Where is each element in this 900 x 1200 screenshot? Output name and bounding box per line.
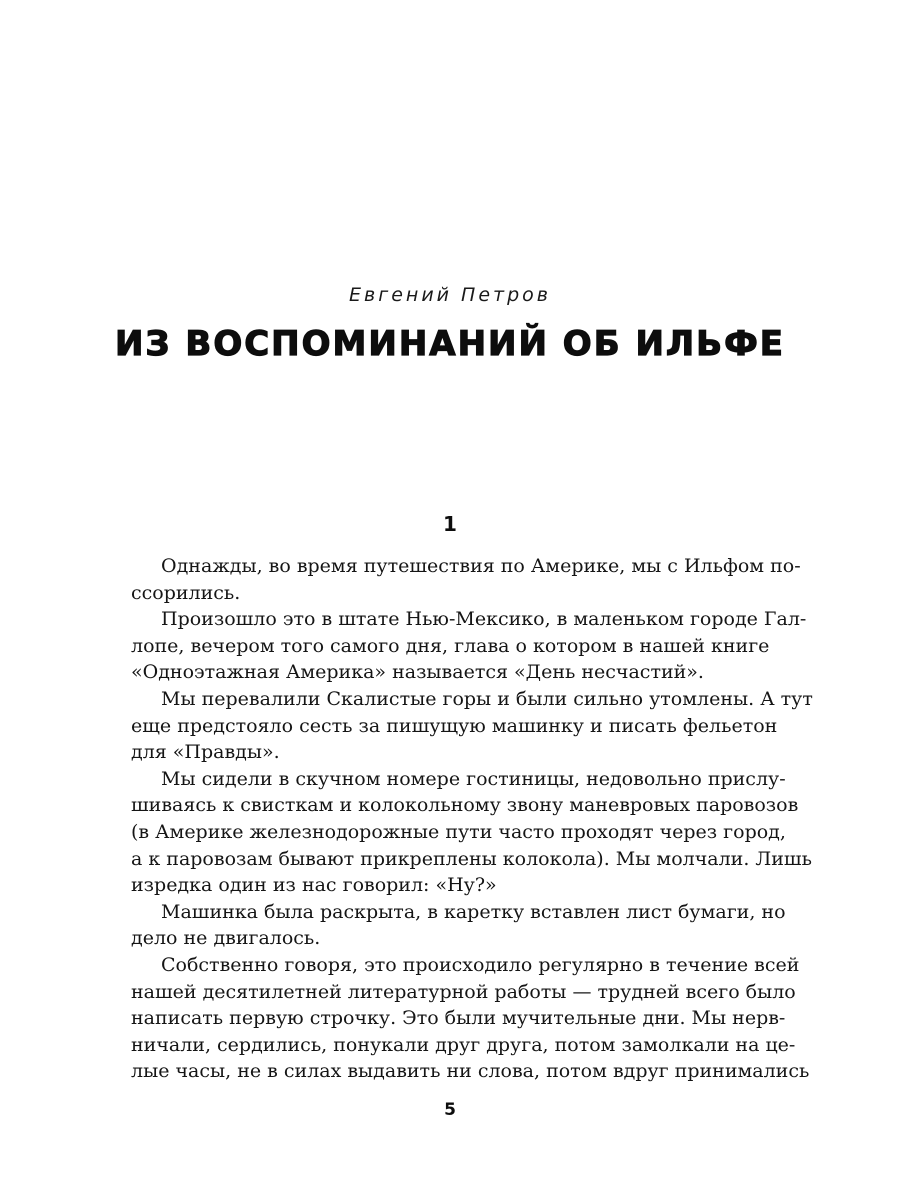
paragraph — [131, 553, 801, 606]
text-line: ссорились. — [131, 581, 241, 604]
text-line: шиваясь к свисткам и колокольному звону маневровых паровозов — [131, 794, 799, 817]
paragraph — [131, 766, 812, 899]
text-line: нашей десятилетней литературной работы — трудней всего было — [131, 980, 796, 1003]
text-line: «Одноэтажная Америка» называется «День несчастий». — [131, 661, 704, 684]
text-line: лопе, вечером того самого дня, глава о котором в нашей книге — [131, 634, 770, 657]
text-line: лые часы, не в силах выдавить ни слова, потом вдруг принимались — [131, 1060, 810, 1083]
page-number: 5 — [444, 1100, 456, 1120]
text-line: Однажды, во время путешествия по Америке, мы с Ильфом по- — [161, 555, 801, 577]
section-number: 1 — [443, 512, 457, 536]
text-line: Собственно говоря, это происходило регулярно в течение всей — [161, 953, 800, 976]
text-line: Машинка была раскрыта, в каретку вставлен лист бумаги, но — [161, 900, 786, 923]
paragraph — [131, 606, 807, 686]
text-line: Произошло это в штате Нью-Мексико, в маленьком городе Гал- — [161, 608, 807, 631]
text-line: еще предстояло сесть за пишущую машинку и писать фельетон — [131, 714, 778, 737]
text-line: написать первую строчку. Это были мучительные дни. Мы нерв- — [131, 1007, 786, 1030]
text-line: Мы сидели в скучном номере гостиницы, недовольно прислу- — [161, 767, 786, 790]
text-line: (в Америке железнодорожные пути часто проходят через город, — [131, 820, 786, 843]
paragraph — [131, 899, 786, 952]
body-text — [131, 553, 813, 1085]
chapter-title: ИЗ ВОСПОМИНАНИЙ ОБ ИЛЬФЕ — [114, 324, 786, 364]
text-line: Мы перевалили Скалистые горы и были сильно утомлены. А тут — [161, 687, 813, 710]
paragraph — [131, 686, 813, 766]
text-line: а к паровозам бывают прикреплены колокола). Мы молчали. Лишь — [131, 847, 812, 870]
paragraph — [131, 952, 810, 1085]
text-line: изредка один из нас говорил: «Ну?» — [131, 874, 497, 897]
text-line: ничали, сердились, понукали друг друга, потом замолкали на це- — [131, 1033, 796, 1056]
text-line: для «Правды». — [131, 741, 280, 764]
author-name: Евгений Петров — [349, 284, 551, 306]
text-line: дело не двигалось. — [131, 927, 321, 950]
